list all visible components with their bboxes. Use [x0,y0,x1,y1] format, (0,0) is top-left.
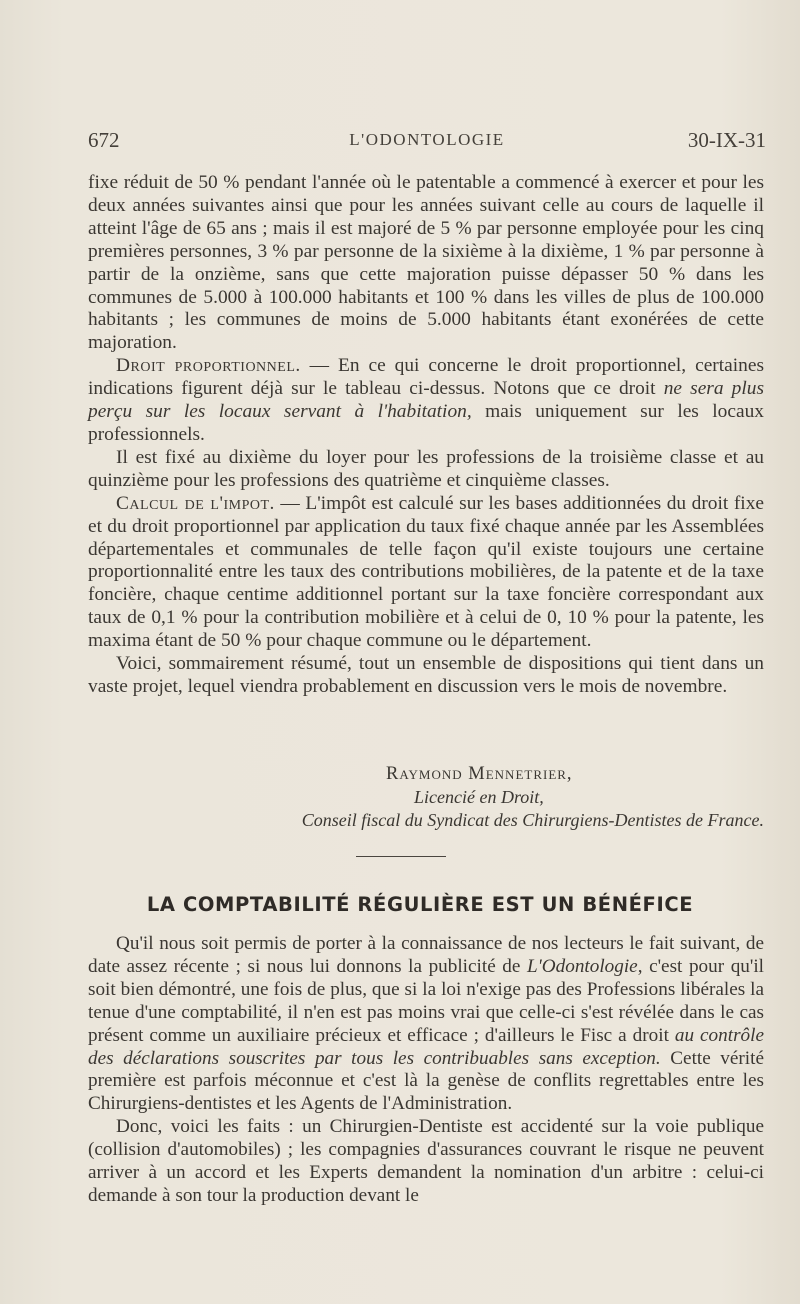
paragraph-text: , c'est pour qu'il soit bien démontré, une fois de plus, que si la loi n'exige pas des Professions libérales la tenue d'une comptabilité, il n'en est pas moins vrai que celle-ci s'est révélée dans le cas présent comme un auxiliaire précieux et efficace ; d'ailleurs le Fisc a droit [88,955,765,1046]
paragraph-text: mais uniquement sur les locaux professionnels. [88,401,764,445]
journal-name-italic: L'Odontologie [527,955,638,977]
paragraph-calcul-impot [88,493,764,653]
paragraph-droit-proportionnel [88,355,764,447]
section-divider [356,856,446,857]
article-continuation [88,172,764,699]
emphasis-text: au contrôle des déclarations souscrites par tous les contribuables sans exception. [88,1024,764,1069]
paragraph-faits: Donc, voici les faits : un Chirurgien-Dentiste est accidenté sur la voie publique (collision d'automobiles) ; les compagnies d'assurances couvrant le risque ne peuvent arriver à un accord et les Experts demandent la nomination d'un arbitre : celui-ci demande à son tour la production devant le [88,1116,764,1206]
section-heading-droit-proportionnel: Droit proportionnel. [116,355,301,377]
paragraph-introduction [88,933,764,1116]
journal-title: L'ODONTOLOGIE [349,130,505,149]
page-header [88,128,766,158]
paragraph-text: — En ce qui concerne le droit proportionnel, certaines indications figurent déjà sur le tableau ci-dessus. Notons que ce droit [88,355,764,400]
paragraph-resume: Voici, sommairement résumé, tout un ensemble de dispositions qui tient dans un vaste projet, lequel viendra probablement en discussion vers le mois de novembre. [88,653,764,697]
paragraph-text: Qu'il nous soit permis de porter à la connaissance de nos lecteurs le fait suivant, de date assez récente ; si nous lui donnons la publicité de [88,933,764,977]
paragraph-text: Cette vérité première est parfois méconnue et c'est là la genèse de conflits regrettables entre les Chirurgiens-dentistes et les Agents de l'Administration. [88,1047,764,1115]
article-body [88,933,764,1208]
article-title: LA COMPTABILITÉ RÉGULIÈRE EST UN BÉNÉFICE [146,893,694,916]
paragraph-taux: Il est fixé au dixième du loyer pour les professions de la troisième classe et au quinzième pour les professions des quatrième et cinquième classes. [88,446,764,491]
paragraph-text: — L'impôt est calculé sur les bases additionnées du droit fixe et du droit proportionnel par application du taux fixé chaque année par les Assemblées départementales et communales de telle façon qu'il existe toujours une certaine proportionnalité entre les taux des contributions mobilières, de la patente et de la taxe foncière, chaque centime additionnel portant sur la taxe foncière correspondant aux taux de 0,1 % pour la contribution mobilière et à celui de 0, 10 % pour la patente, les maxima étant de 50 % pour chaque commune ou le département. [88,492,764,652]
issue-date: 30-IX-31 [687,128,766,152]
author-name: Raymond Mennetrier, [386,764,573,784]
section-heading-calcul-impot: Calcul de l'impot. [116,492,275,514]
author-organization: Conseil fiscal du Syndicat des Chirurgiens-Dentistes de France. [301,810,764,830]
emphasis-text: ne sera plus perçu sur les locaux servant à l'habitation, [88,378,765,423]
paragraph-droit-fixe: fixe réduit de 50 % pendant l'année où le patentable a commencé à exercer et pour les deux années suivantes ainsi que pour les années suivant celle au cours de laquelle il atteint l'âge de 65 ans ; mais il est majoré de 5 % par personne employée pour les cinq premières personnes, 3 % par personne de la sixième à la dixième, 1 % par personne à partir de la onzième, sans que cette majoration puisse dépasser 50 % dans les communes de 5.000 à 100.000 habitants et 100 % dans les villes de plus de 100.000 habitants ; les communes de moins de 5.000 habitants étant exonérées de cette majoration. [88,172,764,354]
page-number: 672 [88,128,120,152]
author-degree: Licencié en Droit, [414,787,544,807]
